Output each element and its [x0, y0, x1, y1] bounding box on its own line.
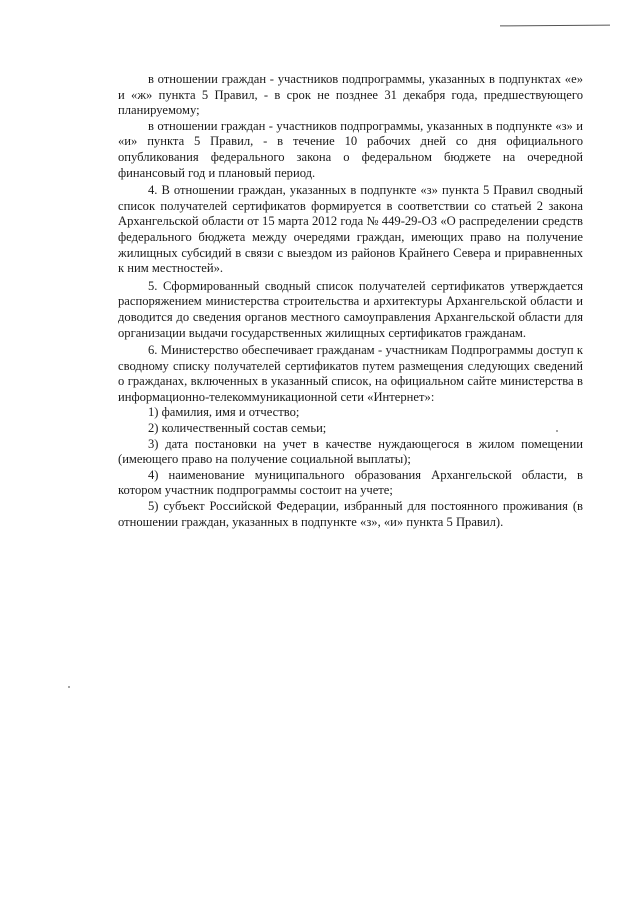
- paragraph-item-5: 5. Сформированный сводный список получателей сертификатов утверждается распоряжением министерства строительства и архитектуры Архангельской области и доводится до сведения органов местного самоуправления Архангельской области для организации выдачи государственных жилищных сертификатов гражданам.: [118, 278, 583, 340]
- list-item-4: 4) наименование муниципального образования Архангельской области, в котором участник подпрограммы состоит на учете;: [118, 467, 583, 498]
- scan-speck: [68, 686, 70, 688]
- paragraph-deadline-e-zh: в отношении граждан - участников подпрограммы, указанных в подпунктах «е» и «ж» пункта 5 Правил, - в срок не позднее 31 декабря года, предшествующего планируемому;: [118, 72, 583, 118]
- document-body: [118, 72, 583, 530]
- paragraph-item-4: 4. В отношении граждан, указанных в подпункте «з» пункта 5 Правил сводный список получателей сертификатов формируется в соответствии со статьей 2 закона Архангельской области от 15 марта 2012 года № 449-29-ОЗ «О распределении средств федерального бюджета между очередями граждан, имеющих право на получение жилищных субсидий в связи с выездом из районов Крайнего Севера и приравненных к ним местностей».: [118, 183, 583, 276]
- list-item-5: 5) субъект Российской Федерации, избранный для постоянного проживания (в отношении граждан, указанных в подпункте «з», «и» пункта 5 Правил).: [118, 499, 583, 529]
- header-rule: [500, 25, 610, 27]
- paragraph-item-6: 6. Министерство обеспечивает гражданам - участникам Подпрограммы доступ к сводному списку получателей сертификатов путем размещения следующих сведений о гражданах, включенных в указанный список, на официальном сайте министерства в информационно-телекоммуникационной сети «Интернет»:: [118, 343, 583, 404]
- scan-speck: [556, 430, 558, 432]
- paragraph-deadline-z-i: в отношении граждан - участников подпрограммы, указанных в подпункте «з» и «и» пункта 5 Правил, - в течение 10 рабочих дней со дня официального опубликования федерального закона о федеральном бюджете на очередной финансовый год и плановый период.: [118, 118, 583, 180]
- list-item-3: 3) дата постановки на учет в качестве нуждающегося в жилом помещении (имеющего право на получение социальной выплаты);: [118, 436, 583, 467]
- list-item-1: 1) фамилия, имя и отчество;: [148, 405, 300, 420]
- list-item-2: 2) количественный состав семьи;: [148, 421, 327, 436]
